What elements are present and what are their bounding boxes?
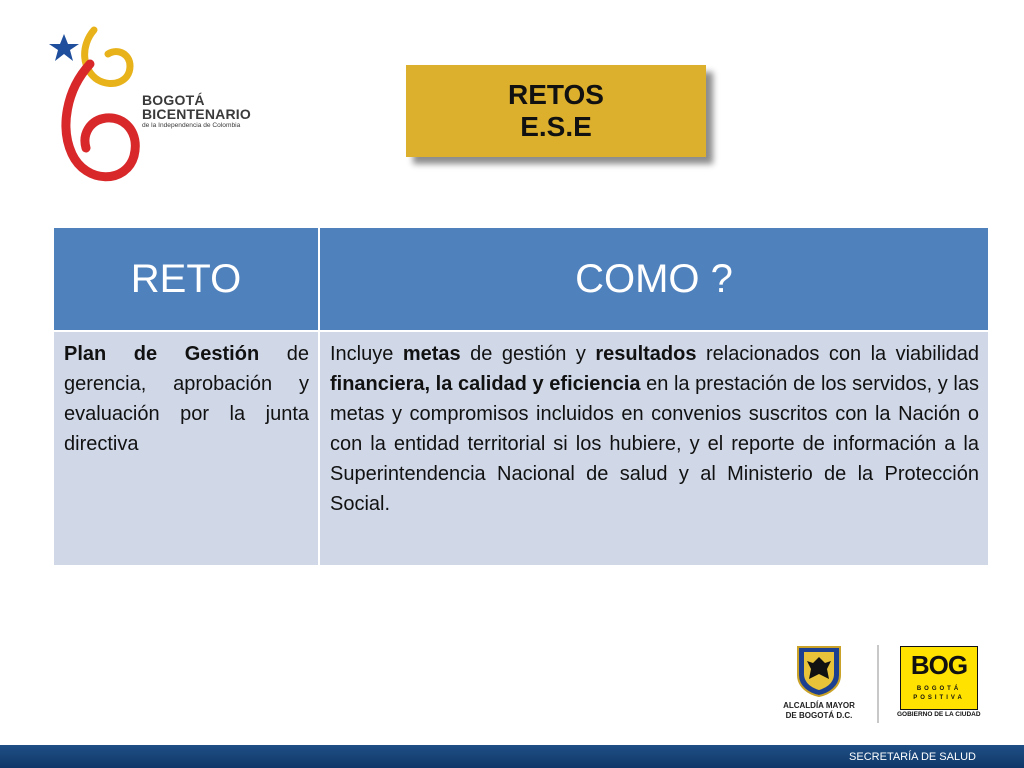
cell-reto bbox=[53, 331, 319, 566]
header-reto: RETO bbox=[53, 227, 319, 331]
bogota-positiva-logo bbox=[900, 646, 978, 710]
como-bold-metas: metas bbox=[402, 343, 461, 365]
alcaldia-line2: DE BOGOTÁ D.C. bbox=[785, 711, 853, 720]
table-header-row bbox=[53, 227, 989, 331]
logo-line-bicentenario: BICENTENARIO bbox=[142, 106, 251, 122]
header-como: COMO ? bbox=[319, 227, 989, 331]
slide-title-line1: RETOS bbox=[508, 79, 604, 110]
escudo-icon bbox=[795, 645, 843, 697]
reto-rest-text: de gerencia, aprobación y evaluación por la junta directiva bbox=[64, 343, 309, 455]
footer-secretaria-text: SECRETARÍA DE SALUD bbox=[849, 751, 976, 763]
reto-bold-text: Plan de Gestión bbox=[64, 343, 260, 365]
slide-title-line2: E.S.E bbox=[520, 111, 592, 142]
footer-bar bbox=[0, 745, 1024, 768]
bog-word: BOG bbox=[910, 650, 968, 680]
table-row bbox=[53, 331, 989, 566]
bog-sub-bogota: BOGOTÁ bbox=[916, 686, 962, 692]
logo-divider bbox=[877, 645, 879, 723]
como-text-3: relacionados con la viabilidad bbox=[696, 343, 980, 365]
cell-como bbox=[319, 331, 989, 566]
gobierno-ciudad-text: GOBIERNO DE LA CIUDAD bbox=[897, 711, 981, 718]
alcaldia-line1: ALCALDÍA MAYOR bbox=[783, 701, 855, 710]
como-text-1: Incluye bbox=[330, 343, 403, 365]
como-text-2: de gestión y bbox=[460, 343, 596, 365]
bog-sub-positiva: POSITIVA bbox=[913, 695, 965, 701]
como-text-4: en la prestación de los servidos, y las metas y compromisos incluidos en convenios suscritos con la Nación o con la entidad territorial si los hubiere, y el reporte de información a la Superintendencia Nacional de salud y al Ministerio de la Protección Social. bbox=[330, 373, 979, 515]
bicentenario-logo bbox=[46, 24, 266, 188]
logo-line-bogota: BOGOTÁ bbox=[142, 92, 205, 108]
slide-title-box bbox=[406, 65, 706, 157]
logo-line-independencia: de la Independencia de Colombia bbox=[142, 122, 241, 129]
alcaldia-escudo-logo bbox=[795, 645, 843, 697]
como-bold-resultados: resultados bbox=[595, 343, 697, 365]
alcaldia-text bbox=[770, 701, 868, 721]
bicentenario-logo-text bbox=[142, 93, 251, 130]
como-bold-financiera: financiera, la calidad y eficiencia bbox=[330, 373, 641, 395]
retos-table bbox=[52, 226, 990, 567]
